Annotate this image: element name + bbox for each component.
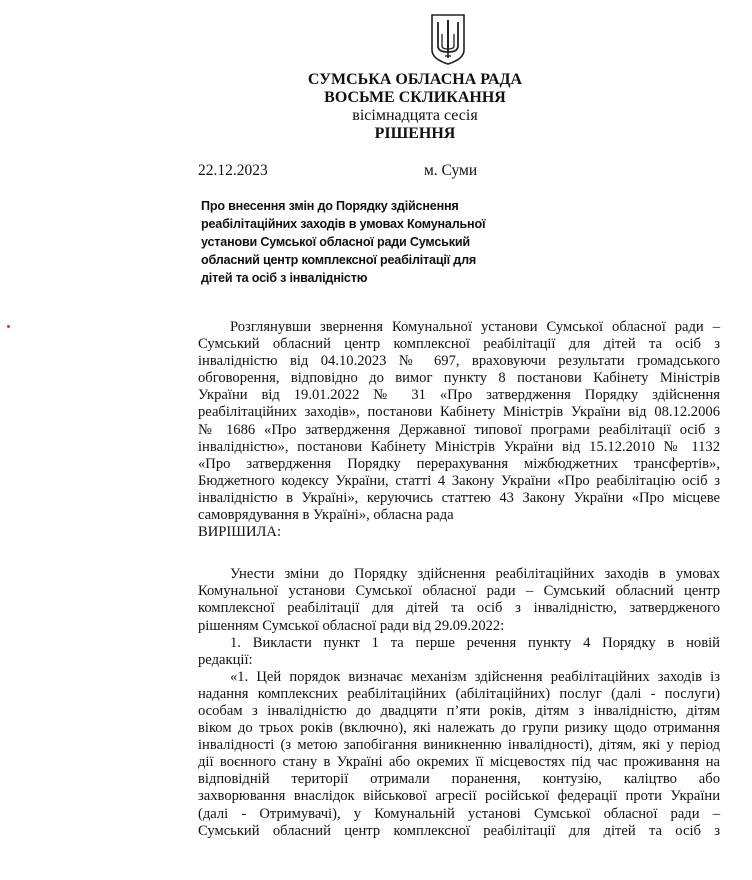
item-line: редакції: xyxy=(198,651,253,668)
preamble-line: самоврядування в Україні», обласна рада xyxy=(198,507,454,524)
preamble-line: «Про затвердження Порядку перерахування міжбюджетних трансфертів», xyxy=(198,455,720,472)
subject-line: дітей та осіб з інвалідністю xyxy=(201,271,368,285)
quote-line: відповідній території отримали поранення, контузію, каліцтво або xyxy=(198,771,720,788)
preamble-line: № 1686 «Про затвердження Державної типової програми реабілітації осіб з xyxy=(198,421,720,438)
preamble-line: Сумський обласний центр комплексної реабілітації для дітей та осіб з xyxy=(198,336,720,353)
preamble-line: Бюджетного кодексу України, статті 4 Закону України «Про реабілітацію осіб з xyxy=(198,472,720,489)
quote-line: захворювання внаслідок військової агресії російської федерації проти України xyxy=(198,788,720,805)
subject-line: реабілітаційних заходів в умовах Комунальної xyxy=(201,217,486,231)
convocation: ВОСЬМЕ СКЛИКАННЯ xyxy=(324,89,506,106)
preamble-line: інвалідністю», постанови Кабінету Міністрів України від 15.12.2010 № 1132 xyxy=(198,438,720,455)
quote-line: надання комплексних реабілітаційних (абілітаційних) послуг (далі - послуги) xyxy=(198,685,720,702)
quote-line: дії воєнного стану в Україні або окремих її місцевостях під час проживання на xyxy=(198,754,720,771)
subject-line: обласний центр комплексної реабілітації для xyxy=(201,253,477,267)
preamble-line: України від 19.01.2022 № 31 «Про затвердження Порядку здійснення xyxy=(198,387,720,404)
quote-line: Сумський обласний центр комплексної реабілітації для дітей та осіб з xyxy=(198,822,720,839)
spacer xyxy=(198,541,720,566)
council-name: СУМСЬКА ОБЛАСНА РАДА xyxy=(307,71,523,88)
preamble-line: інвалідністю від 04.10.2023 № 697, враховуючи результати громадського xyxy=(198,353,720,370)
intro-line: Унести зміни до Порядку здійснення реабілітаційних заходів в умовах xyxy=(230,566,720,583)
margin-mark xyxy=(7,325,10,328)
intro-line: рішенням Сумської обласної ради від 29.09.2022: xyxy=(198,617,505,634)
intro-line: Комунальної установи Сумської обласної ради – Сумський обласний центр xyxy=(198,583,720,600)
decision-body xyxy=(198,319,720,840)
trident-emblem-icon xyxy=(429,12,467,66)
decided-heading: ВИРІШИЛА: xyxy=(198,524,282,541)
preamble-line: обговорення, відповідно до вимог пункту 8 постанови Кабінету Міністрів xyxy=(198,370,720,387)
preamble-line: інвалідністю в Україні», керуючись статтею 43 Закону України «Про місцеве xyxy=(198,489,720,506)
quote-line: «1. Цей порядок визначає механізм здійснення реабілітаційних заходів із xyxy=(230,668,720,685)
document-type: РІШЕННЯ xyxy=(374,125,456,142)
decision-subject xyxy=(201,197,499,287)
decision-city: м. Суми xyxy=(424,162,478,179)
preamble-line: Розглянувши звернення Комунальної установи Сумської обласної ради – xyxy=(230,319,720,335)
preamble-line: реабілітаційних заходів», постанови Кабінету Міністрів України від 08.12.2006 xyxy=(198,404,720,421)
decision-date: 22.12.2023 xyxy=(198,162,268,179)
intro-line: комплексної реабілітації для дітей та осіб з інвалідністю, затвердженого xyxy=(198,600,720,617)
quote-line: особам з інвалідністю до двадцяти п’яти років, дітям з інвалідністю, дітям xyxy=(198,702,720,719)
quote-line: інвалідності (з метою запобігання виникненню інвалідності), дітям, які у період xyxy=(198,737,720,754)
item-line: 1. Викласти пункт 1 та перше речення пункту 4 Порядку в новій xyxy=(230,634,720,651)
quote-line: віком до трьох років (включно), які належать до групи ризику щодо отримання xyxy=(198,720,720,737)
subject-line: установи Сумської обласної ради Сумський xyxy=(201,235,470,249)
quote-line: (далі - Отримувачі), у Комунальній установі Сумської обласної ради – xyxy=(198,805,720,822)
subject-line: Про внесення змін до Порядку здійснення xyxy=(201,199,459,213)
session-number: вісімнадцята сесія xyxy=(352,107,478,124)
